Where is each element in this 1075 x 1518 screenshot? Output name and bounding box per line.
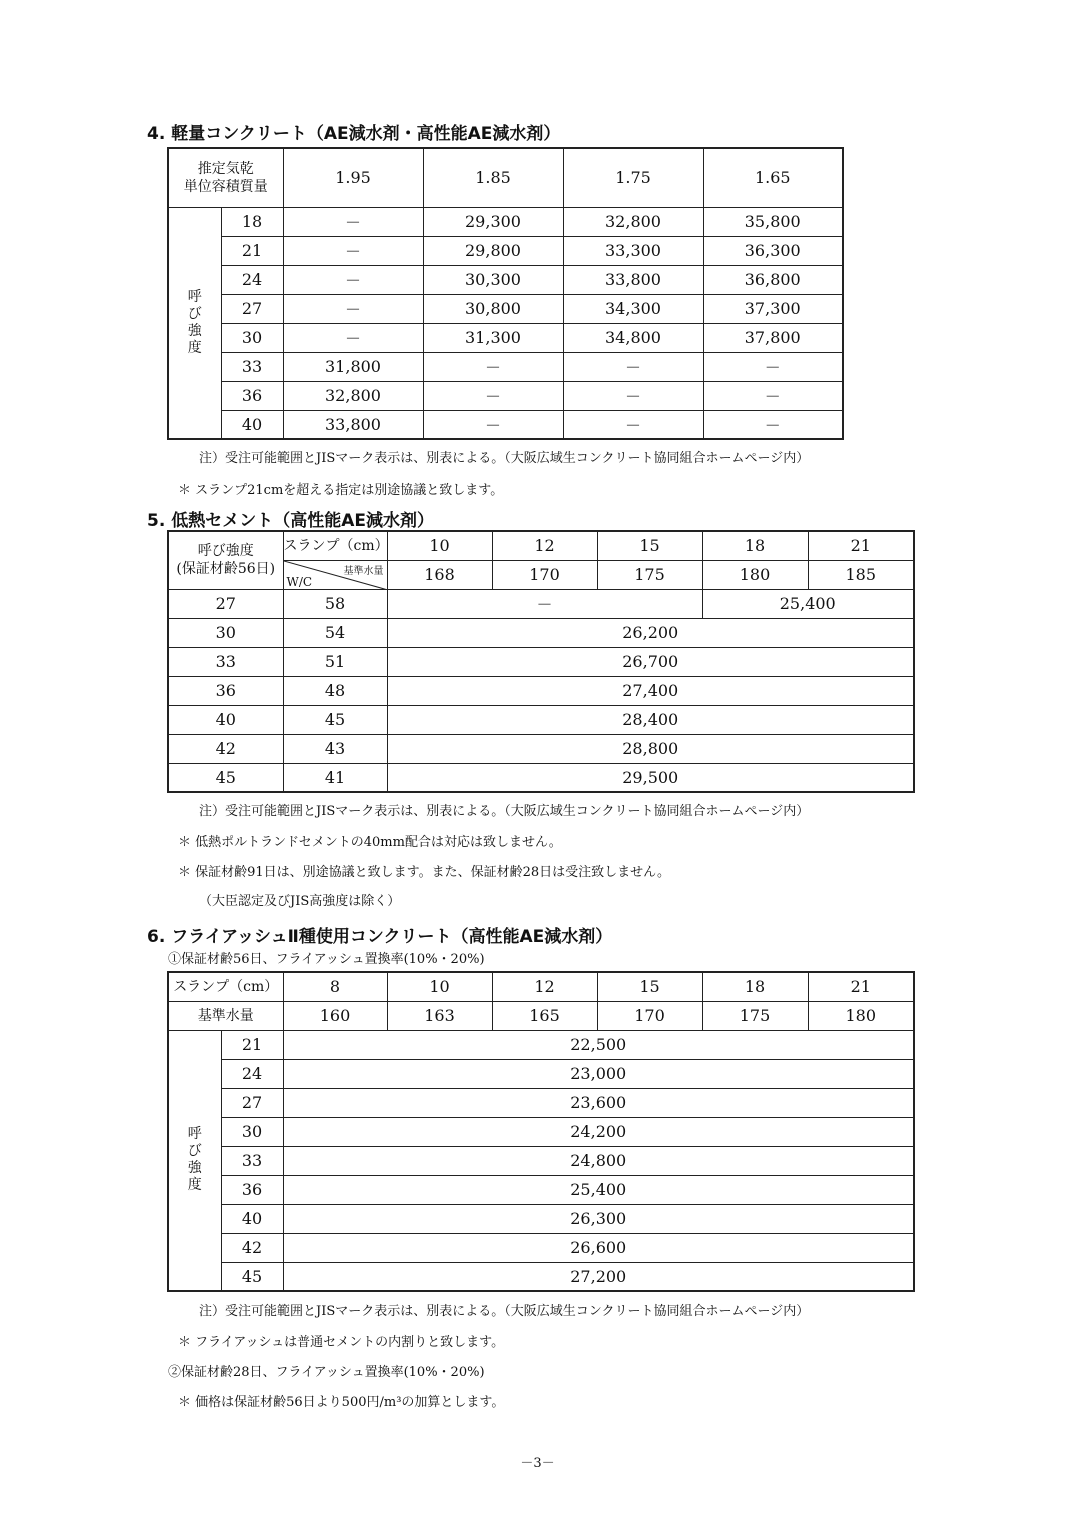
water-value: 180	[808, 1001, 914, 1030]
water-value: 170	[492, 560, 597, 589]
price-cell: 25,400	[702, 589, 914, 618]
table-row	[168, 410, 843, 439]
slump-value: 10	[387, 531, 492, 560]
water-value: 168	[387, 560, 492, 589]
row-group-char: 呼	[187, 288, 202, 305]
low-heat-cement-table	[167, 530, 915, 793]
section4-heading: 4. 軽量コンクリート（AE減水剤・高性能AE減水剤）	[147, 124, 561, 144]
slump-value: 8	[283, 972, 387, 1001]
row-group-char: 強	[187, 1160, 202, 1177]
price-cell: 32,800	[563, 207, 703, 236]
strength-cell: 24	[221, 265, 283, 294]
table-row	[168, 381, 843, 410]
row-group-char: び	[187, 305, 202, 322]
fly-ash-table	[167, 971, 915, 1292]
row-group-label	[168, 207, 221, 439]
section6-heading: 6. フライアッシュⅡ種使用コンクリート（高性能AE減水剤）	[147, 927, 613, 947]
price-cell: 22,500	[283, 1030, 914, 1059]
price-cell: 25,400	[283, 1175, 914, 1204]
strength-cell: 45	[221, 1262, 283, 1291]
slump-value: 21	[808, 531, 914, 560]
water-wc-diagonal-cell	[283, 560, 387, 589]
strength-header	[168, 531, 283, 589]
strength-cell: 24	[221, 1059, 283, 1088]
table-row	[168, 323, 843, 352]
density-col: 1.75	[563, 148, 703, 207]
price-cell: －	[283, 294, 423, 323]
strength-cell: 27	[168, 589, 283, 618]
wc-cell: 48	[283, 676, 387, 705]
water-value: 175	[597, 560, 702, 589]
section6-sub1: ①保証材齢56日、フライアッシュ置換率(10%・20%)	[168, 952, 485, 967]
table-row	[168, 734, 914, 763]
price-cell: 28,400	[387, 705, 914, 734]
density-header-line1: 推定気乾	[197, 160, 254, 177]
wc-cell: 58	[283, 589, 387, 618]
table-row	[168, 294, 843, 323]
strength-cell: 18	[221, 207, 283, 236]
slump-value: 21	[808, 972, 914, 1001]
price-cell: 33,800	[563, 265, 703, 294]
price-cell: －	[423, 381, 563, 410]
density-header-line2: 単位容積質量	[183, 178, 268, 195]
slump-value: 18	[702, 531, 808, 560]
price-cell: －	[703, 381, 843, 410]
price-cell: 27,400	[387, 676, 914, 705]
price-cell: 30,800	[423, 294, 563, 323]
density-header	[168, 148, 283, 207]
strength-cell: 36	[221, 381, 283, 410]
strength-cell: 42	[221, 1233, 283, 1262]
strength-cell: 33	[221, 352, 283, 381]
section4-note1: 注）受注可能範囲とJISマーク表示は、別表による。（大阪広域生コンクリート協同組合ホームページ内）	[199, 451, 810, 466]
price-cell: －	[563, 352, 703, 381]
price-cell: －	[283, 323, 423, 352]
slump-label: スランプ（cm）	[168, 972, 283, 1001]
wc-cell: 41	[283, 763, 387, 792]
section6-note1: 注）受注可能範囲とJISマーク表示は、別表による。（大阪広域生コンクリート協同組合ホームページ内）	[199, 1304, 810, 1319]
table-row	[168, 1175, 914, 1204]
price-cell: 26,200	[387, 618, 914, 647]
water-value: 185	[808, 560, 914, 589]
price-cell: －	[423, 352, 563, 381]
water-value: 163	[387, 1001, 492, 1030]
section5-heading: 5. 低熱セメント（高性能AE減水剤）	[147, 511, 434, 531]
section5-note2: ＊ 低熱ポルトランドセメントの40mm配合は対応は致しません。	[178, 835, 562, 850]
table-row	[168, 618, 914, 647]
slump-value: 12	[492, 972, 597, 1001]
table-row	[168, 705, 914, 734]
strength-header-line1: 呼び強度	[197, 543, 254, 560]
strength-cell: 36	[221, 1175, 283, 1204]
price-cell: －	[423, 410, 563, 439]
price-cell: 27,200	[283, 1262, 914, 1291]
price-cell: 34,300	[563, 294, 703, 323]
water-label: 基準水量	[343, 565, 384, 577]
wc-cell: 43	[283, 734, 387, 763]
strength-cell: 21	[221, 1030, 283, 1059]
strength-cell: 40	[221, 1204, 283, 1233]
section6-note3: ＊ 価格は保証材齢56日より500円/m³の加算とします。	[178, 1395, 505, 1410]
price-cell: 26,700	[387, 647, 914, 676]
slump-value: 12	[492, 531, 597, 560]
slump-value: 15	[597, 972, 702, 1001]
wc-cell: 54	[283, 618, 387, 647]
wc-cell: 51	[283, 647, 387, 676]
price-cell: 35,800	[703, 207, 843, 236]
table-row	[168, 1030, 914, 1059]
price-cell: 24,800	[283, 1146, 914, 1175]
strength-cell: 42	[168, 734, 283, 763]
strength-cell: 33	[221, 1146, 283, 1175]
table-row	[168, 1204, 914, 1233]
price-cell: 23,600	[283, 1088, 914, 1117]
price-cell: －	[563, 381, 703, 410]
table-row	[168, 676, 914, 705]
price-cell: 24,200	[283, 1117, 914, 1146]
price-cell: 33,300	[563, 236, 703, 265]
wc-label: W/C	[286, 574, 313, 589]
row-group-label	[168, 1030, 221, 1291]
table-row	[168, 207, 843, 236]
table-row	[168, 1088, 914, 1117]
density-col: 1.85	[423, 148, 563, 207]
row-group-char: び	[187, 1143, 202, 1160]
table-row	[168, 265, 843, 294]
lightweight-concrete-table	[167, 147, 844, 440]
strength-cell: 45	[168, 763, 283, 792]
table-row	[168, 1146, 914, 1175]
table-row	[168, 1233, 914, 1262]
table-row	[168, 1059, 914, 1088]
water-value: 175	[702, 1001, 808, 1030]
section5-note3: ＊ 保証材齢91日は、別途協議と致します。また、保証材齢28日は受注致しません。	[178, 865, 670, 880]
page-number: －3－	[520, 1456, 555, 1471]
strength-cell: 30	[168, 618, 283, 647]
strength-cell: 27	[221, 294, 283, 323]
section4-note2: ＊ スランプ21cmを超える指定は別途協議と致します。	[178, 483, 504, 498]
price-cell: 34,800	[563, 323, 703, 352]
strength-cell: 30	[221, 1117, 283, 1146]
price-cell: 26,300	[283, 1204, 914, 1233]
price-cell: 31,800	[283, 352, 423, 381]
table-row	[168, 352, 843, 381]
price-cell: 29,300	[423, 207, 563, 236]
table-row	[168, 1117, 914, 1146]
price-cell: －	[387, 589, 702, 618]
slump-label: スランプ（cm）	[283, 531, 387, 560]
row-group-char: 度	[187, 1177, 202, 1194]
price-cell: 29,800	[423, 236, 563, 265]
price-cell: 37,300	[703, 294, 843, 323]
price-cell: 36,800	[703, 265, 843, 294]
price-cell: －	[283, 265, 423, 294]
table-row	[168, 236, 843, 265]
row-group-char: 強	[187, 322, 202, 339]
price-cell: 23,000	[283, 1059, 914, 1088]
price-cell: －	[703, 352, 843, 381]
price-cell: －	[283, 236, 423, 265]
section5-note4: （大臣認定及びJIS高強度は除く）	[199, 894, 401, 909]
price-cell: 32,800	[283, 381, 423, 410]
price-cell: 29,500	[387, 763, 914, 792]
water-label: 基準水量	[168, 1001, 283, 1030]
price-cell: －	[283, 207, 423, 236]
price-cell: 26,600	[283, 1233, 914, 1262]
strength-cell: 36	[168, 676, 283, 705]
section6-sub2: ②保証材齢28日、フライアッシュ置換率(10%・20%)	[168, 1365, 485, 1380]
water-value: 160	[283, 1001, 387, 1030]
row-group-char: 呼	[187, 1126, 202, 1143]
price-cell: 33,800	[283, 410, 423, 439]
slump-value: 18	[702, 972, 808, 1001]
strength-cell: 21	[221, 236, 283, 265]
table-row	[168, 1262, 914, 1291]
price-cell: 36,300	[703, 236, 843, 265]
table-row	[168, 589, 914, 618]
strength-cell: 40	[168, 705, 283, 734]
wc-cell: 45	[283, 705, 387, 734]
price-cell: 30,300	[423, 265, 563, 294]
density-col: 1.65	[703, 148, 843, 207]
water-value: 165	[492, 1001, 597, 1030]
strength-header-line2: (保証材齢56日)	[176, 561, 276, 578]
strength-cell: 33	[168, 647, 283, 676]
density-col: 1.95	[283, 148, 423, 207]
section5-note1: 注）受注可能範囲とJISマーク表示は、別表による。（大阪広域生コンクリート協同組合ホームページ内）	[199, 804, 810, 819]
strength-cell: 30	[221, 323, 283, 352]
slump-value: 10	[387, 972, 492, 1001]
water-value: 180	[702, 560, 808, 589]
price-cell: －	[563, 410, 703, 439]
water-value: 170	[597, 1001, 702, 1030]
price-cell: －	[703, 410, 843, 439]
price-cell: 37,800	[703, 323, 843, 352]
strength-cell: 27	[221, 1088, 283, 1117]
price-cell: 31,300	[423, 323, 563, 352]
strength-cell: 40	[221, 410, 283, 439]
slump-value: 15	[597, 531, 702, 560]
table-row	[168, 647, 914, 676]
row-group-char: 度	[187, 339, 202, 356]
section6-note2: ＊ フライアッシュは普通セメントの内割りと致します。	[178, 1335, 505, 1350]
table-row	[168, 763, 914, 792]
price-cell: 28,800	[387, 734, 914, 763]
